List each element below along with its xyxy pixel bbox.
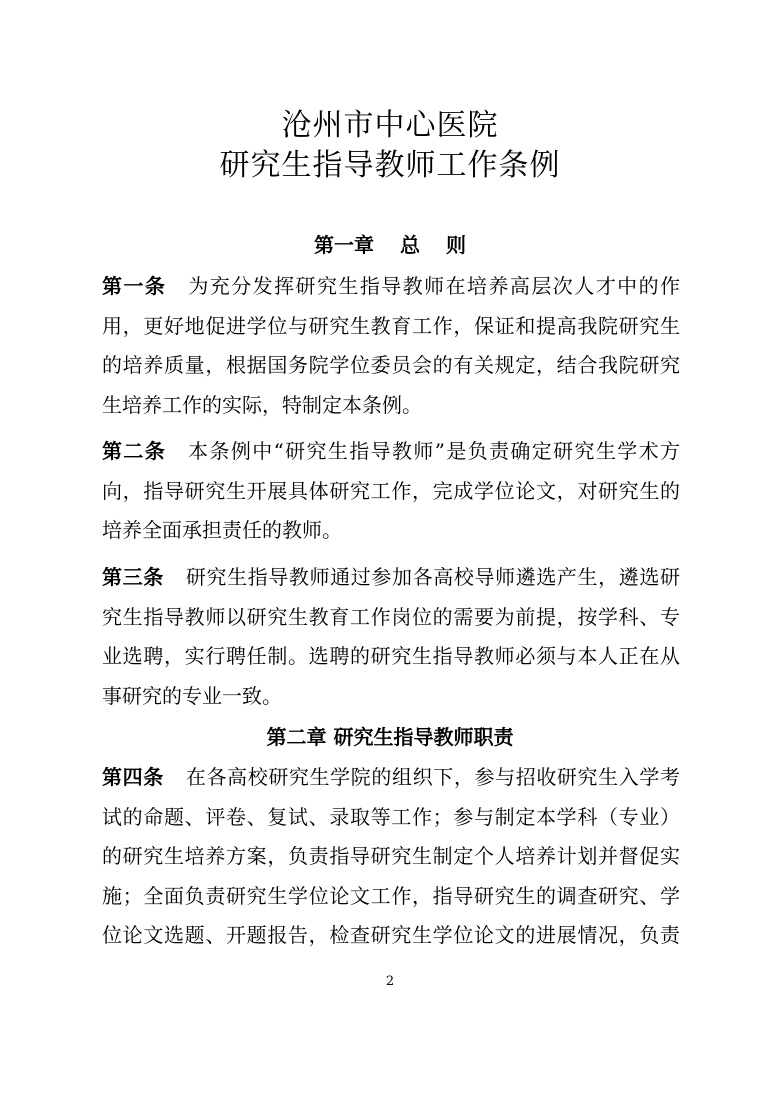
article-4 [102,758,680,956]
article-2 [102,432,680,551]
page-number: 2 [385,974,395,989]
article-text: 本条例中“研究生指导教师”是负责确定研究生学术方 [188,439,681,463]
article-text: 研究生指导教师通过参加各高校导师遴选产生，遴选研 [185,565,681,589]
article-line: 施；全面负责研究生学位论文工作，指导研究生的调查研究、学 [102,883,680,908]
article-label: 第四条 [102,765,164,789]
article-line: 的培养质量，根据国务院学位委员会的有关规定，结合我院研究 [102,353,680,377]
article-label: 第三条 [102,565,164,589]
article-text: 为充分发挥研究生指导教师在培养高层次人才中的作 [188,274,681,298]
chapter-heading-1-word1: 总 [400,233,420,257]
article-label: 第一条 [102,274,167,298]
article-line [102,558,680,598]
article-line: 培养全面承担责任的教师。 [102,518,342,542]
article-line: 位论文选题、开题报告，检查研究生学位论文的进展情况，负责 [102,923,680,947]
document-title-line1: 沧州市中心医院 [281,108,499,143]
article-label: 第二条 [102,439,167,463]
article-text: 在各高校研究生学院的组织下，参与招收研究生入学考 [185,765,681,789]
article-line [102,267,680,307]
chapter-heading-1-number: 第一章 [314,233,374,257]
article-line: 业选聘，实行聘任制。选聘的研究生指导教师必须与本人正在从 [102,644,680,668]
chapter-heading-1-word2: 则 [446,233,466,257]
chapter-heading-1 [0,230,780,260]
article-line: 究生指导教师以研究生教育工作岗位的需要为前提，按学科、专 [102,604,680,629]
article-line: 生培养工作的实际，特制定本条例。 [102,392,422,417]
article-line: 试的命题、评卷、复试、录取等工作；参与制定本学科（专业） [102,804,680,829]
article-line [102,432,680,472]
article-1 [102,267,680,425]
chapter-heading-2: 第二章 研究生指导教师职责 [266,725,514,749]
document-title-line2: 研究生指导教师工作条例 [219,148,561,183]
article-line [102,758,680,798]
article-line: 向，指导研究生开展具体研究工作，完成学位论文，对研究生的 [102,478,680,503]
article-line: 用，更好地促进学位与研究生教育工作，保证和提高我院研究生 [102,313,680,338]
article-line: 事研究的专业一致。 [102,683,282,708]
article-3 [102,558,680,716]
article-line: 的研究生培养方案，负责指导研究生制定个人培养计划并督促实 [102,844,680,868]
